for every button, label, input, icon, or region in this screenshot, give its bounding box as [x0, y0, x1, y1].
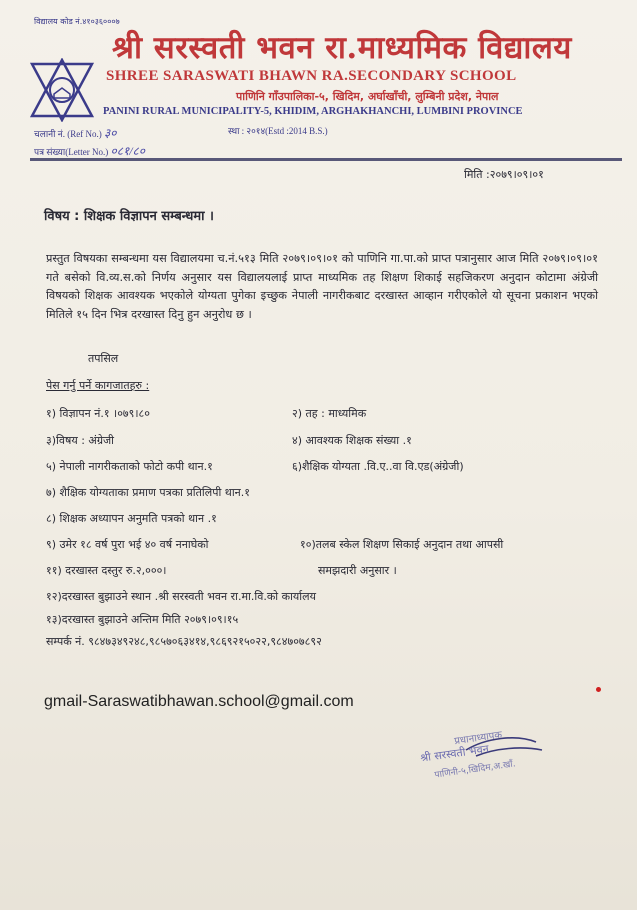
school-code: विद्यालय कोड नं.४१०३६०००७: [34, 17, 120, 26]
school-logo: [30, 58, 94, 122]
school-title-en: SHREE SARASWATI BHAWN RA.SECONDARY SCHOOL: [106, 68, 517, 84]
letter-no: [34, 142, 145, 159]
letter-label: पत्र संख्या(Letter No.): [34, 147, 109, 157]
list-item: ११) दरखास्त दस्तुर रु.२,०००।: [46, 564, 167, 577]
school-title-np: श्री सरस्वती भवन रा.माध्यमिक विद्यालय: [112, 30, 572, 66]
header-divider: [30, 158, 622, 161]
list-item: १) विज्ञापन नं.१ ।०७९।८०: [46, 407, 150, 420]
ink-dot: [596, 687, 601, 692]
list-item: ५) नेपाली नागरीकताको फोटो कपी थान.१: [46, 460, 213, 473]
list-item: समझदारी अनुसार ।: [318, 564, 397, 577]
ref-no: [34, 124, 116, 141]
list-item: ४) आवश्यक शिक्षक संख्या .१: [292, 434, 412, 447]
letter-body: प्रस्तुत विषयका सम्बन्धमा यस विद्यालयमा च.नं.५१३ मिति २०७९।०९।०१ को पाणिनि गा.पा.को प्राप्त पत्रानुसार आज मिति २०७९।०९।०१ गते बसेको वि.व्य.स.को निर्णय अनुसार यस विद्यालयलाई प्राप्त माध्यमिक तह शिक्षण शिकाई सहजिकरण अनुदान कोटामा अंग्रेजी विषयको शिक्षक आवश्यक भएकोले योग्यता पुगेका इच्छुक नेपाली नागरीकबाट दरखास्त आव्हान गरीएकोले यो सूचना प्रकाशन भएको मितिले १५ दिन भित्र दरखास्त दिनु हुन अनुरोध छ ।: [46, 252, 598, 321]
ref-label: चलानी नं. (Ref No.): [34, 129, 102, 139]
letter-subject: विषय : शिक्षक विज्ञापन सम्बन्धमा ।: [44, 209, 214, 224]
contact-numbers: सम्पर्क नं. ९८४७३४९२४८,९८५७०६३४१४,९८६९२१५०२२,९८४७०७८९२: [46, 635, 322, 648]
list-item: १३)दरखास्त बुझाउने अन्तिम मिति २०७९।०९।१५: [46, 613, 239, 626]
ref-value: ३०: [103, 126, 117, 140]
list-item: १२)दरखास्त बुझाउने स्थान .श्री सरस्वती भवन रा.मा.वि.को कार्यालय: [46, 590, 316, 603]
list-item: १०)तलब स्केल शिक्षण सिकाई अनुदान तथा आपसी: [300, 538, 504, 551]
list-item: ३)विषय : अंग्रेजी: [46, 434, 115, 447]
address-np: पाणिनि गाँउपालिका-५, खिदिम, अर्घाखाँची, लुम्बिनी प्रदेश, नेपाल: [236, 90, 499, 103]
list-item: ९) उमेर १८ वर्ष पुरा भई ४० वर्ष ननाघेको: [46, 538, 209, 551]
established: स्था : २०१४(Estd :2014 B.S.): [228, 126, 328, 136]
address-en: PANINI RURAL MUNICIPALITY-5, KHIDIM, ARGHAKHANCHI, LUMBINI PROVINCE: [103, 106, 523, 117]
email-address[interactable]: gmail-Saraswatibhawan.school@gmail.com: [44, 693, 354, 710]
stamp-line3: पाणिनी-५,खिदिम,अ.खाँ.: [433, 759, 517, 781]
list-item: ७) शैक्षिक योग्यताका प्रमाण पत्रका प्रतिलिपी थान.१: [46, 486, 251, 499]
list-item: ६)शैक्षिक योग्यता .वि.ए..वा वि.एड(अंग्रेजी): [292, 460, 464, 473]
list-item: २) तह : माध्यमिक: [292, 407, 367, 420]
list-item: ८) शिक्षक अध्यापन अनुमति पत्रको थान .१: [46, 512, 217, 525]
documents-heading: पेस गर्नु पर्ने कागजातहरु :: [46, 379, 150, 392]
letter-value: ०८१/८०: [110, 144, 146, 158]
stamp-line2: श्री सरस्वती भवन: [419, 742, 490, 765]
details-label: तपसिल: [88, 352, 119, 365]
stamp-line1: प्रधानाध्यापक: [453, 729, 503, 748]
letter-date: मिति :२०७९।०९।०१: [464, 168, 544, 181]
